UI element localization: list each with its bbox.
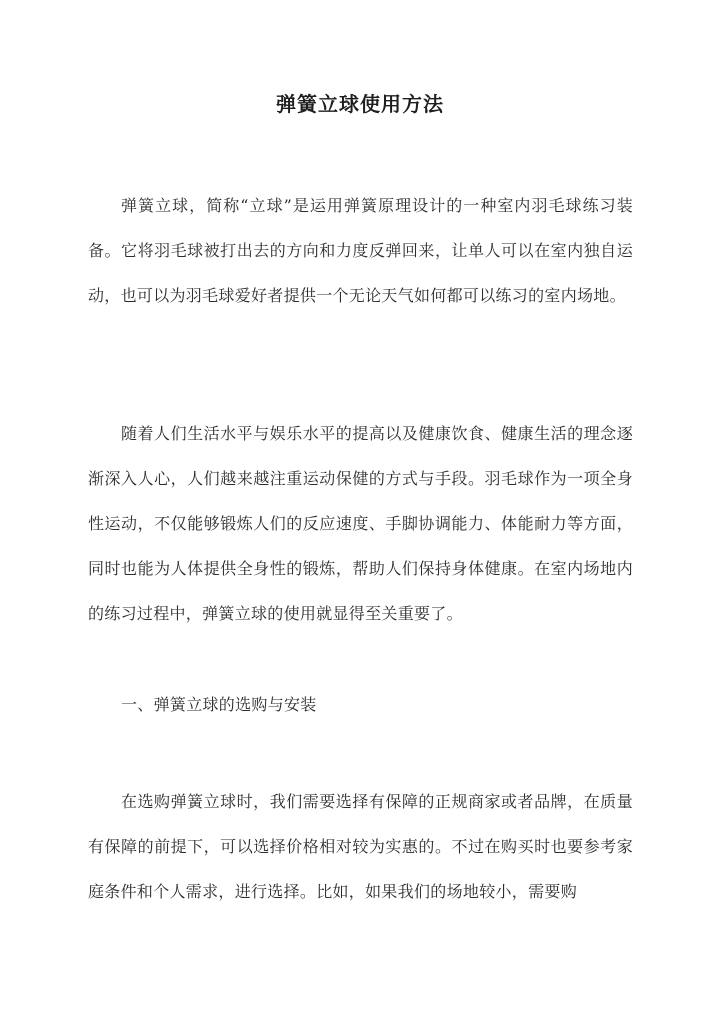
section-body-paragraph: 在选购弹簧立球时，我们需要选择有保障的正规商家或者品牌，在质量有保障的前提下，可以选择价格相对较为实惠的。不过在购买时也要参考家庭条件和个人需求，进行选择。比如，如果我们的场地较小，需要购 bbox=[88, 792, 633, 901]
section-heading: 一、弹簧立球的选购与安装 bbox=[121, 695, 317, 714]
background-paragraph: 随着人们生活水平与娱乐水平的提高以及健康饮食、健康生活的理念逐渐深入人心，人们越来越注重运动保健的方式与手段。羽毛球作为一项全身性运动，不仅能够锻炼人们的反应速度、手脚协调能力、体能耐力等方面，同时也能为人体提供全身性的锻炼，帮助人们保持身体健康。在室内场地内的练习过程中，弹簧立球的使用就显得至关重要了。 bbox=[88, 424, 633, 623]
intro-paragraph: 弹簧立球，简称“立球”是运用弹簧原理设计的一种室内羽毛球练习装备。它将羽毛球被打出去的方向和力度反弹回来，让单人可以在室内独自运动，也可以为羽毛球爱好者提供一个无论天气如何都可以练习的室内场地。 bbox=[88, 196, 633, 305]
document-title: 弹簧立球使用方法 bbox=[276, 92, 444, 116]
